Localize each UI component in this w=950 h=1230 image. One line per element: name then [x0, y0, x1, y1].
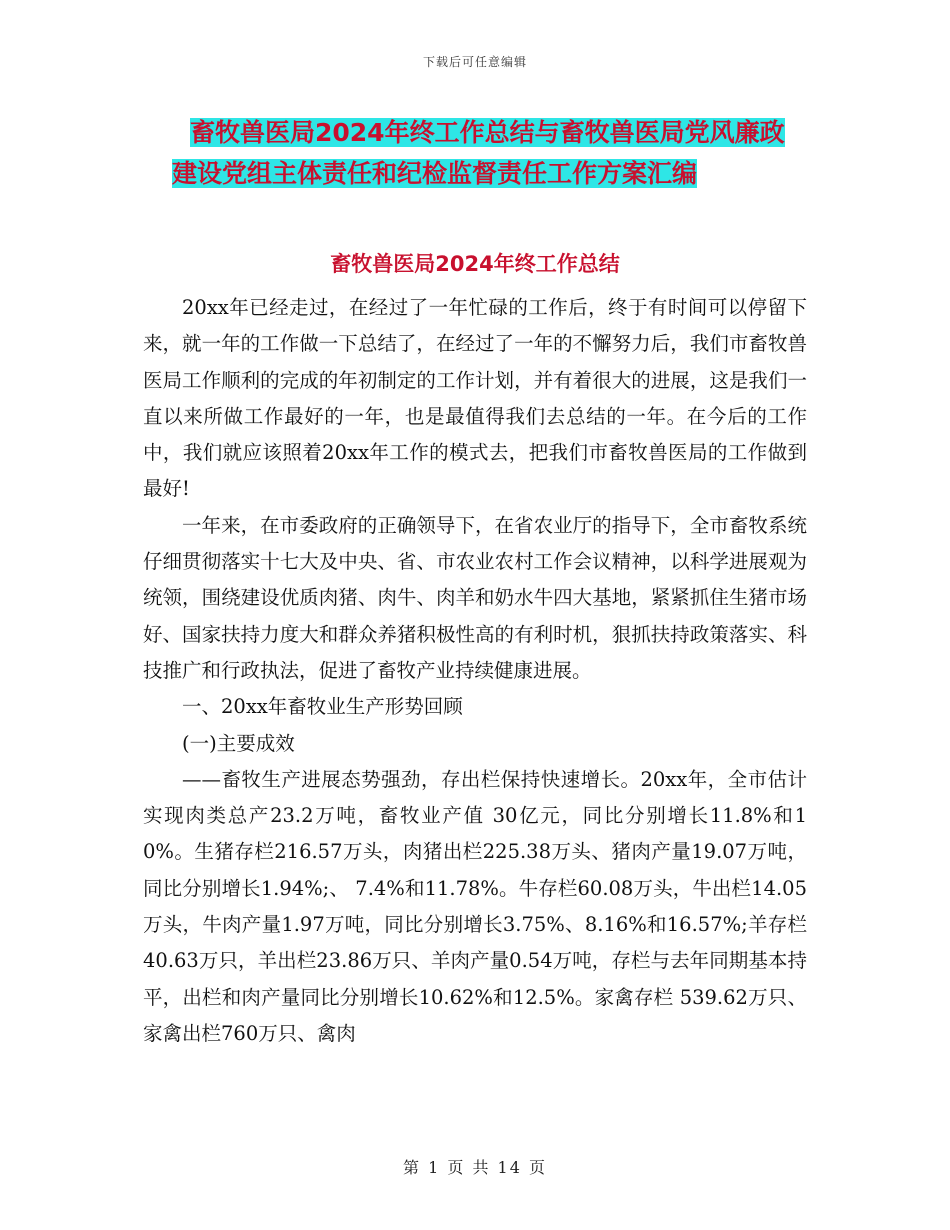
header-note: 下载后可任意编辑: [422, 55, 527, 69]
highlight-span-2: 建设党组主体责任和纪检监督责任工作方案汇编: [172, 159, 698, 188]
subheading-achievements: (一)主要成效: [182, 731, 295, 755]
highlight-span-1: 畜牧兽医局2024年终工作总结与畜牧兽医局党风廉政: [190, 118, 785, 147]
section-heading: 畜牧兽医局2024年终工作总结: [330, 252, 620, 276]
body-text: [143, 290, 807, 1052]
paragraph-intro: 20xx年已经走过，在经过了一年忙碌的工作后，终于有时间可以停留下来，就一年的工作做一下总结了，在经过了一年的不懈努力后，我们市畜牧兽医局工作顺利的完成的年初制定的工作计划，并有着很大的进展，这是我们一直以来所做工作最好的一年，也是最值得我们去总结的一年。在今后的工作中，我们就应该照着20xx年工作的模式去，把我们市畜牧兽医局的工作做到最好!: [143, 296, 807, 501]
document-title: [172, 112, 822, 194]
subheading-review: 一、20xx年畜牧业生产形势回顾: [182, 695, 463, 719]
paragraph-overview: 一年来，在市委政府的正确领导下，在省农业厅的指导下，全市畜牧系统仔细贯彻落实十七大及中央、省、市农业农村工作会议精神，以科学进展观为统领，围绕建设优质肉猪、肉牛、肉羊和奶水牛四大基地，紧紧抓住生猪市场好、国家扶持力度大和群众养猪积极性高的有利时机，狠抓扶持政策落实、科技推广和行政执法，促进了畜牧产业持续健康进展。: [143, 513, 807, 682]
paragraph-statistics: ——畜牧生产进展态势强劲，存出栏保持快速增长。20xx年，全市估计实现肉类总产23.2万吨，畜牧业产值 30亿元，同比分别增长11.8%和10%。生猪存栏216.57万头，肉猪出栏225.38万头、猪肉产量19.07万吨，同比分别增长1.94%;、 7.4%和11.78%。牛存栏60.08万头，牛出栏14.05万头，牛肉产量1.97万吨，同比分别增长3.75%、8.16%和16.57%;羊存栏40.63万只，羊出栏23.86万只、羊肉产量0.54万吨，存栏与去年同期基本持平，出栏和肉产量同比分别增长10.62%和12.5%。家禽存栏 539.62万只、家禽出栏760万只、禽肉: [143, 767, 807, 1045]
document-title-line-1: [172, 112, 822, 153]
document-title-line-2: [172, 153, 822, 194]
page-footer: 第 1 页 共 14 页: [403, 1158, 547, 1177]
